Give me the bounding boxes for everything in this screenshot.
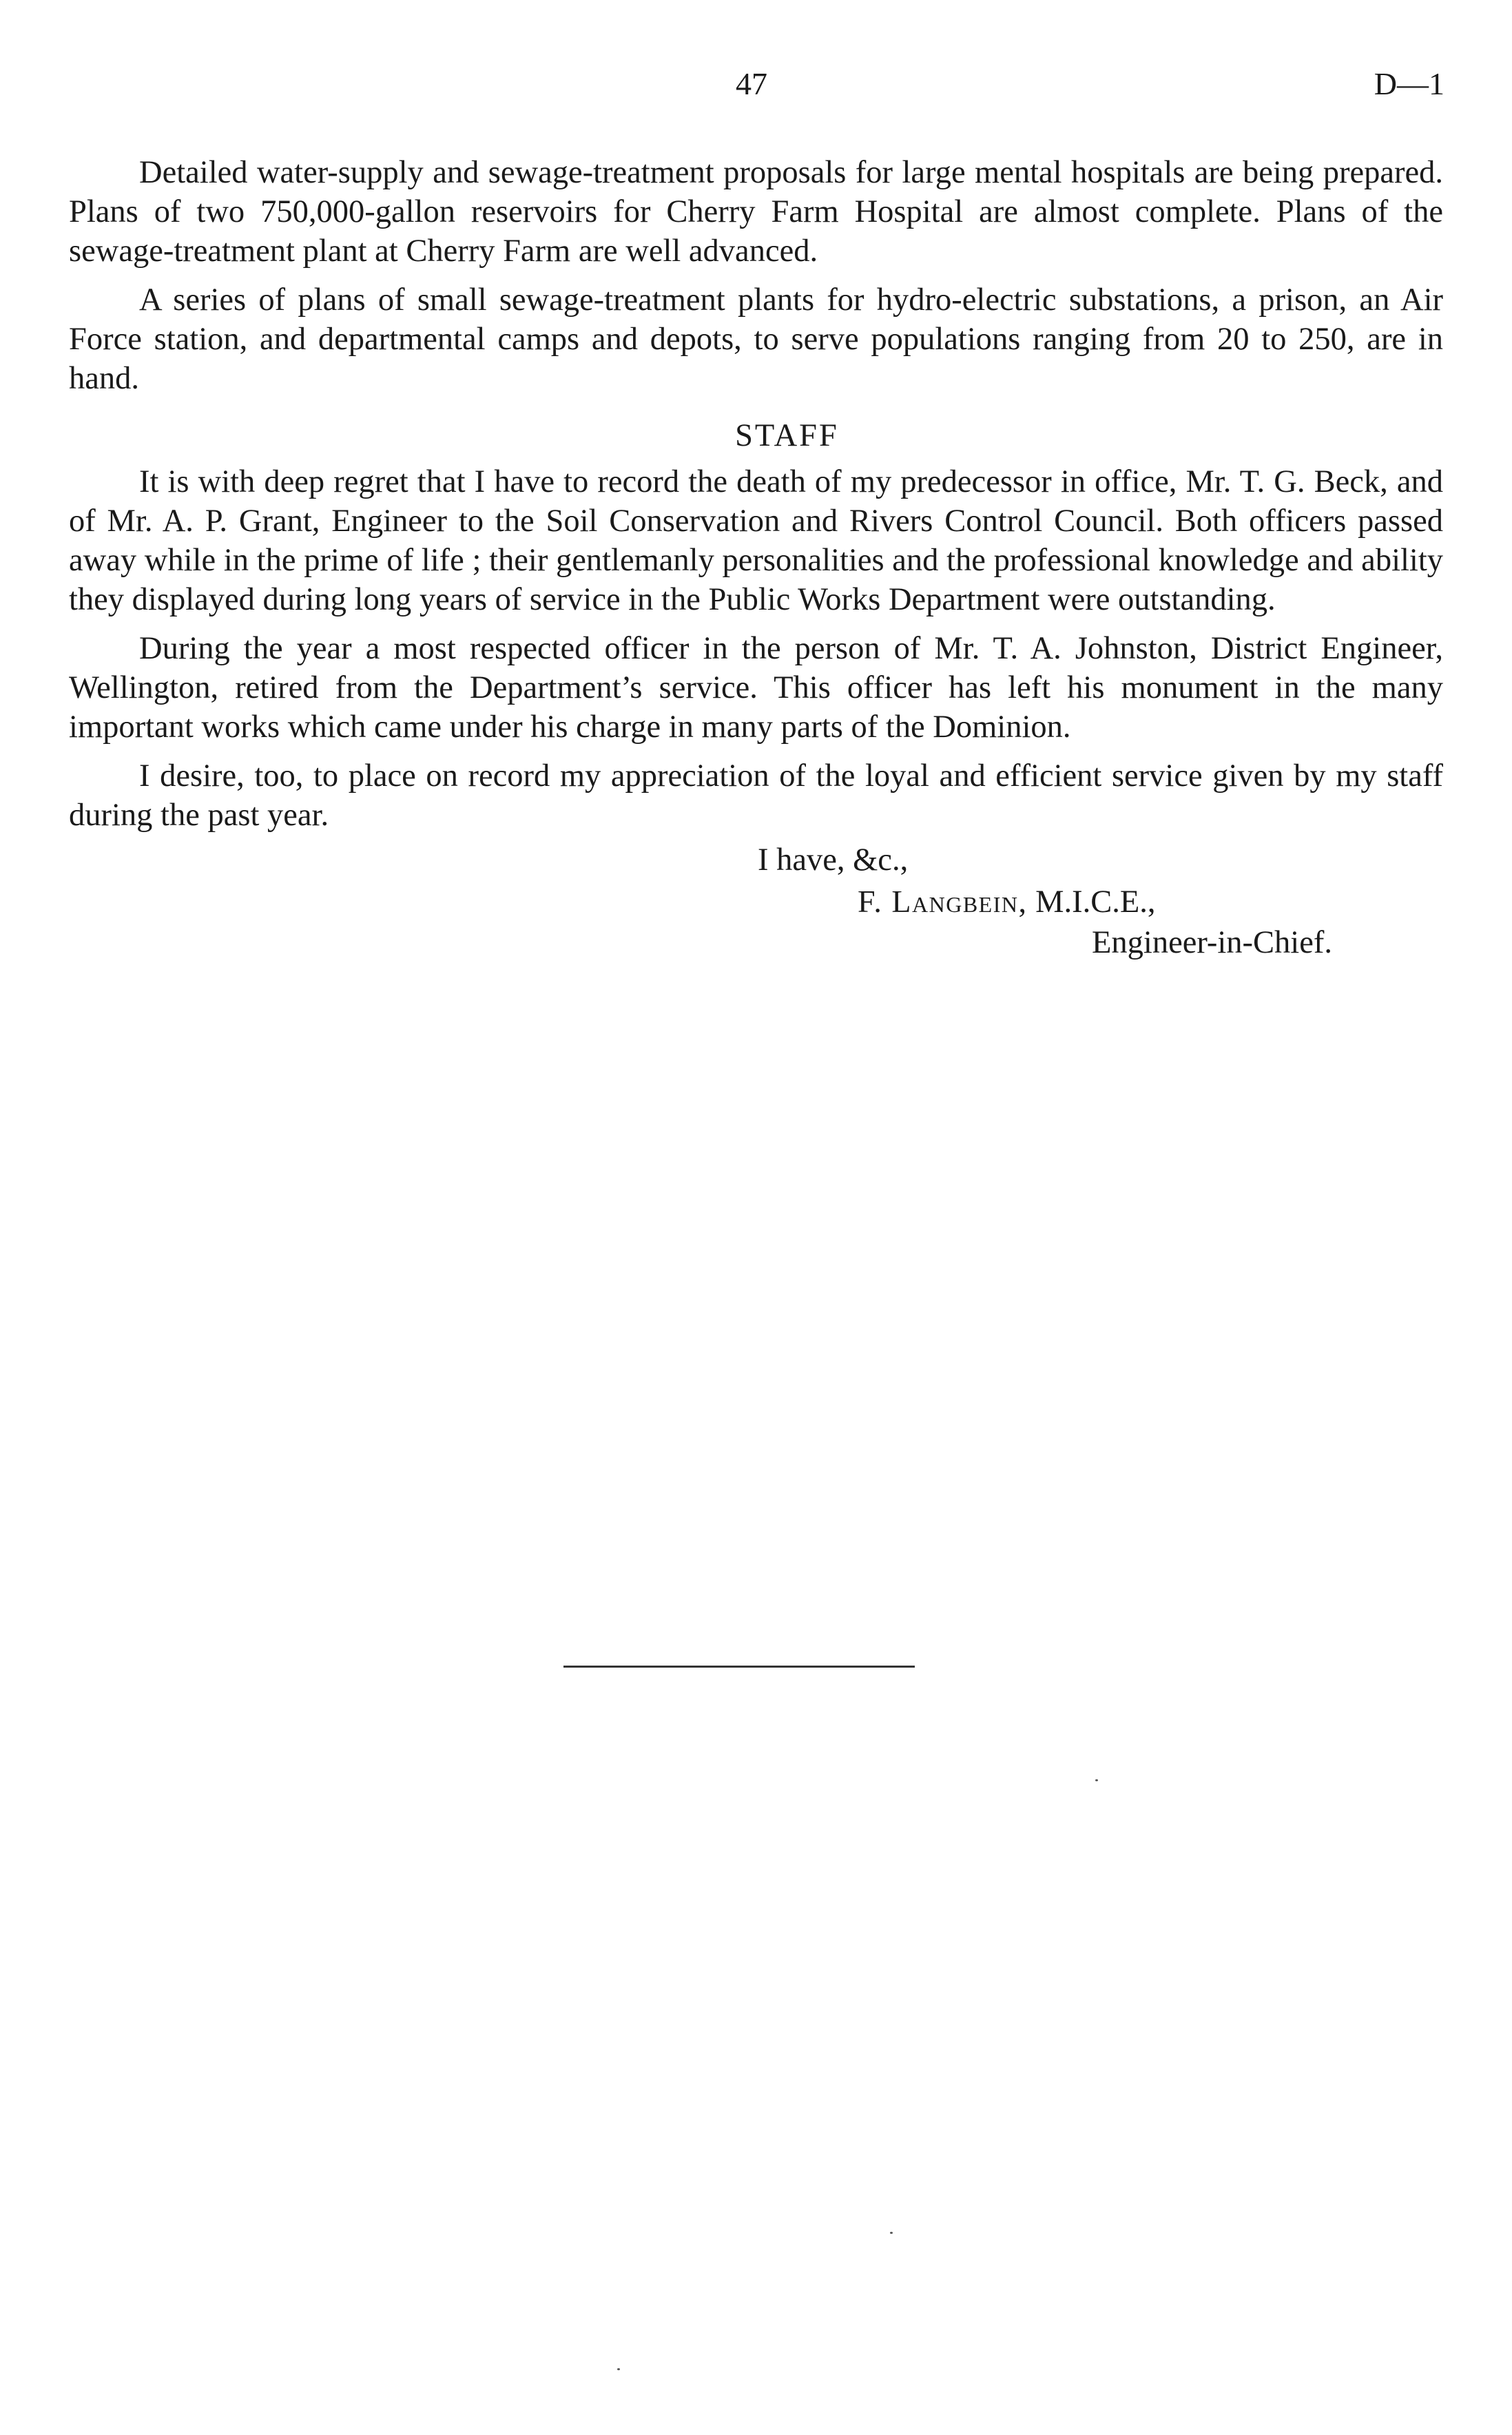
paragraph-staff-retirement: During the year a most respected officer in the person of Mr. T. A. Johnston, District Engineer, Wellington, retired from the Department’s service. This officer has left his monument in the many important works which came under his charge in many parts of the Dominion. [69, 631, 1443, 745]
body-text [69, 153, 1443, 964]
paragraph-sewage-plans: A series of plans of small sewage-treatment plants for hydro-electric substations, a prison, an Air Force station, and departmental camps and depots, to serve populations ranging from 20 to 250, are in hand. [69, 282, 1443, 396]
page-header [0, 65, 1512, 114]
signatory-qualification: M.I.C.E., [1035, 884, 1156, 920]
signatory-title: Engineer-in-Chief. [1092, 925, 1332, 960]
scan-speck [1095, 1779, 1098, 1781]
scan-speck [890, 2232, 893, 2234]
salutation: I have, &c., [758, 842, 909, 878]
scan-speck [617, 2368, 620, 2370]
paragraph-water-supply: Detailed water-supply and sewage-treatment proposals for large mental hospitals are being prepared. Plans of two 750,000-gallon reservoirs for Cherry Farm Hospital are almost complete. Plans of the sewage-treatment plant at Cherry Farm are well advanced. [69, 155, 1443, 269]
section-heading-staff: STAFF [735, 418, 839, 453]
signatory [858, 882, 1155, 922]
paragraph-staff-obituary: It is with deep regret that I have to record the death of my predecessor in office, Mr. T. G. Beck, and of Mr. A. P. Grant, Engineer to the Soil Conservation and Rivers Control Council. Both officers passed away while in the prime of life ; their gentlemanly personalities and the professional knowledge and ability they displayed during long years of service in the Public Works Department were outstanding. [69, 464, 1443, 617]
page-number: 47 [736, 66, 767, 101]
letter-closing [69, 840, 1443, 964]
signatory-name: F. Langbein, [858, 884, 1028, 919]
document-reference: D—1 [1374, 66, 1444, 101]
section-divider-rule [563, 1666, 915, 1668]
paragraph-staff-appreciation: I desire, too, to place on record my appreciation of the loyal and efficient service given by my staff during the past year. [69, 758, 1443, 833]
